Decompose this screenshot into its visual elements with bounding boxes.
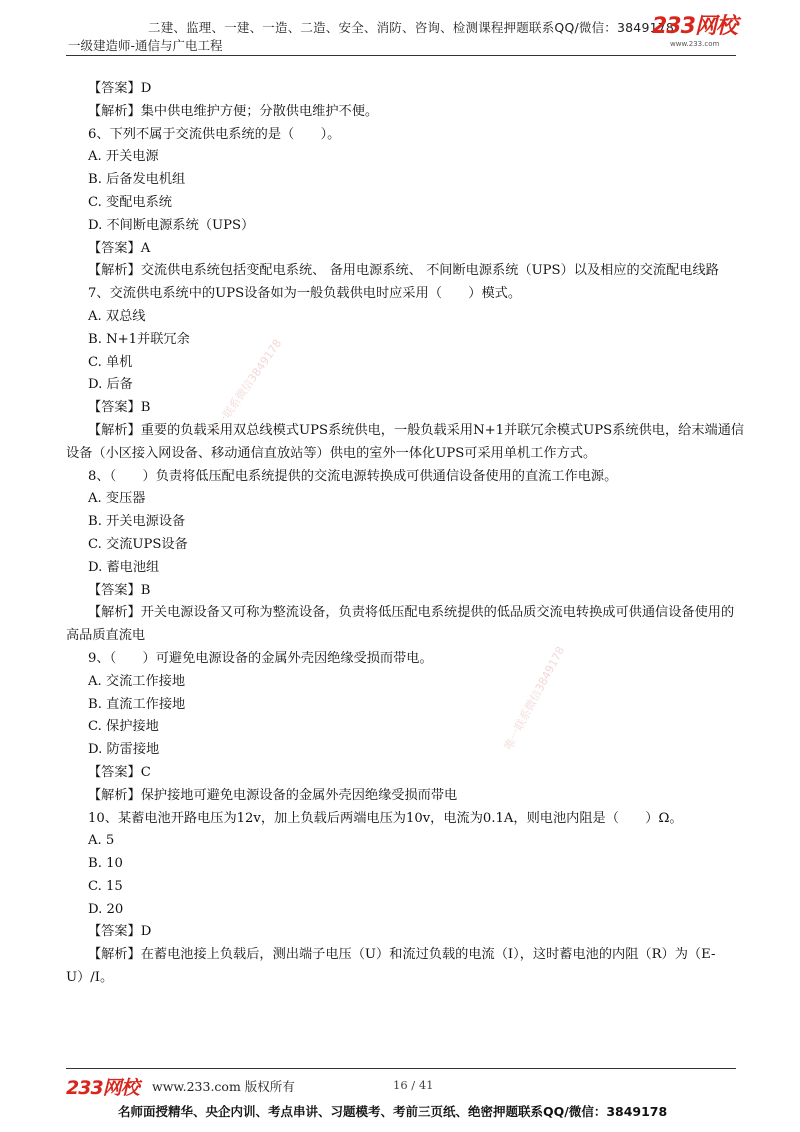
option: A. 变压器 [88, 491, 146, 507]
option: B. 后备发电机组 [88, 172, 186, 188]
answer-line: 【答案】D [88, 924, 152, 940]
option: C. 15 [88, 878, 123, 894]
option: B. 开关电源设备 [88, 514, 186, 530]
explanation-line: 【解析】交流供电系统包括变配电系统、 备用电源系统、 不间断电源系统（UPS）以及相应的交流配电线路 [88, 263, 719, 279]
option: B. N+1并联冗余 [88, 331, 190, 347]
option: D. 防雷接地 [88, 742, 160, 758]
question-8: 8、（ ）负责将低压配电系统提供的交流电源转换成可供通信设备使用的直流工作电源。 [88, 468, 618, 484]
answer-line: 【答案】D [88, 81, 152, 96]
option: C. 单机 [88, 354, 133, 370]
question-6: 6、下列不属于交流供电系统的是（ ）。 [88, 126, 341, 142]
page-number: 16 / 41 [393, 1078, 434, 1092]
explanation-line: 【解析】保护接地可避免电源设备的金属外壳因绝缘受损而带电 [88, 787, 458, 803]
footer-logo: 233网校 [66, 1077, 139, 1099]
question-9: 9、（ ）可避免电源设备的金属外壳因绝缘受损而带电。 [88, 650, 433, 666]
option: B. 直流工作接地 [88, 696, 186, 712]
explanation-line: 【解析】在蓄电池接上负载后，测出端子电压（U）和流过负载的电流（I），这时蓄电池的内阻（R）为（E-U）/I。 [66, 947, 716, 986]
brand-logo-sub: www.233.com [670, 40, 720, 48]
explanation-line: 【解析】集中供电维护方便；分散供电维护不便。 [88, 103, 379, 119]
answer-line: 【答案】B [88, 400, 151, 416]
option: C. 变配电系统 [88, 194, 172, 210]
footer-site: www.233.com 版权所有 [152, 1079, 295, 1094]
explanation-line: 【解析】开关电源设备又可称为整流设备，负责将低压配电系统提供的低品质交流电转换成可供通信设备使用的高品质直流电 [66, 605, 735, 644]
answer-line: 【答案】B [88, 582, 151, 598]
header-divider [66, 55, 736, 56]
explanation-line: 【解析】重要的负载采用双总线模式UPS系统供电，一般负载采用N+1并联冗余模式UPS系统供电，给末端通信设备（小区接入网设备、移动通信直放站等）供电的室外一体化UPS可采用单机工作方式。 [66, 422, 745, 461]
answer-line: 【答案】A [88, 240, 151, 256]
watermark: 唯一联系微信3849178 [207, 336, 285, 439]
option: A. 双总线 [88, 308, 146, 324]
footer-promo-line: 名师面授精华、央企内训、考点串讲、习题模考、考前三页纸、绝密押题联系QQ/微信：3849178 [118, 1104, 668, 1119]
brand-logo-text: 233网校 [652, 14, 737, 39]
option: C. 保护接地 [88, 719, 159, 735]
header-subtitle: 一级建造师-通信与广电工程 [68, 38, 223, 53]
option: A. 交流工作接地 [88, 673, 186, 689]
option: C. 交流UPS设备 [88, 536, 188, 552]
question-10: 10、某蓄电池开路电压为12v，加上负载后两端电压为10v，电流为0.1A，则电池内阻是（ ）Ω。 [88, 810, 683, 826]
option: D. 蓄电池组 [88, 559, 160, 575]
question-7: 7、交流供电系统中的UPS设备如为一般负载供电时应采用（ ）模式。 [88, 286, 522, 302]
footer-divider [66, 1068, 736, 1069]
answer-line: 【答案】C [88, 764, 151, 780]
option: D. 后备 [88, 377, 133, 393]
header-top-line: 二建、监理、一建、一造、二造、安全、消防、咨询、检测课程押题联系QQ/微信：3849178 [148, 20, 675, 35]
watermark: 唯一联系微信3849178 [501, 644, 568, 753]
brand-logo [652, 14, 742, 54]
option: A. 开关电源 [88, 149, 159, 165]
option: B. 10 [88, 856, 123, 872]
document-body [66, 78, 746, 990]
option: D. 20 [88, 901, 124, 917]
option: D. 不间断电源系统（UPS） [88, 217, 255, 233]
option: A. 5 [88, 833, 115, 849]
